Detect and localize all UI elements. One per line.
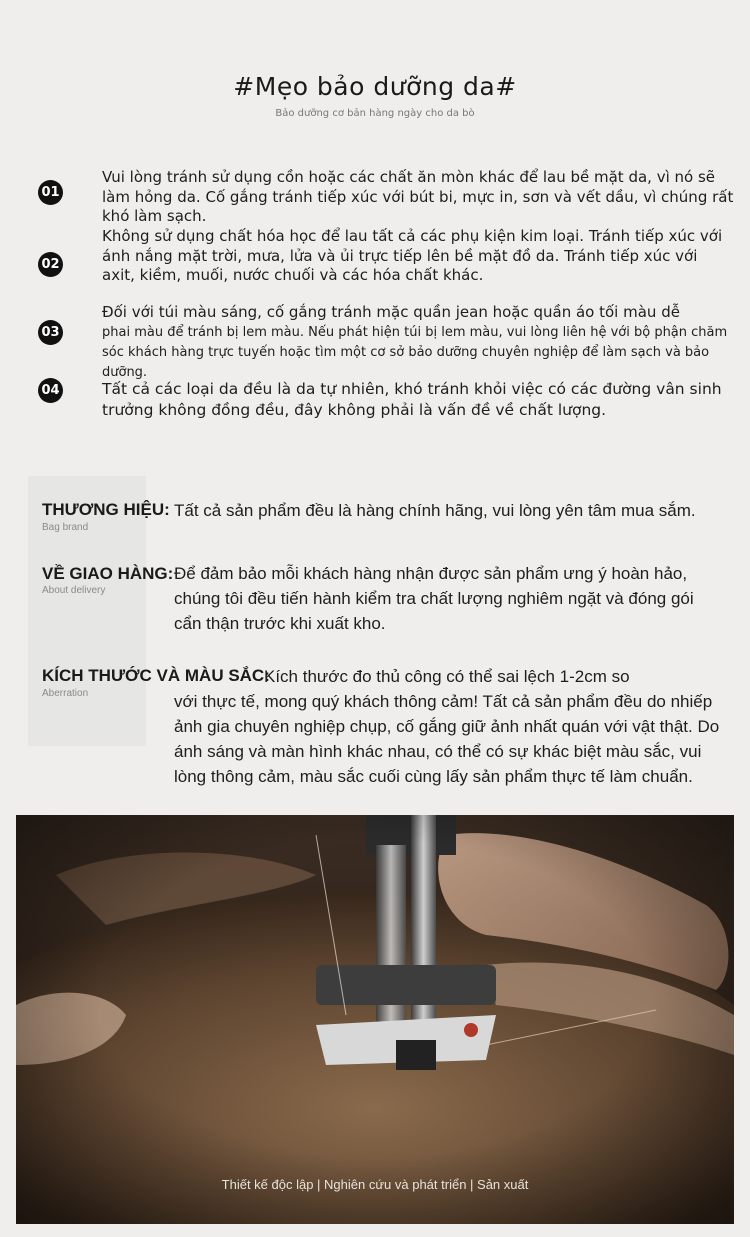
sewing-photo-illustration — [16, 815, 734, 1224]
delivery-label: VỀ GIAO HÀNG: — [42, 564, 174, 583]
delivery-sublabel: About delivery — [42, 585, 106, 596]
size-color-text-first-line: Kích thước đo thủ công có thể sai lệch 1-2cm so — [264, 667, 630, 686]
tip-text-line: Đối với túi màu sáng, cố gắng tránh mặc quần jean hoặc quần áo tối màu dễ — [102, 303, 680, 321]
brand-text: Tất cả sản phẩm đều là hàng chính hãng, vui lòng yên tâm mua sắm. — [174, 501, 696, 520]
page-title: #Mẹo bảo dưỡng da# — [233, 72, 517, 101]
page-subtitle: Bảo dưỡng cơ bản hàng ngày cho da bò — [275, 108, 475, 119]
size-color-text: với thực tế, mong quý khách thông cảm! Tất cả sản phẩm đều do nhiếp ảnh gia chuyên nghiệp chụp, cố gắng giữ ảnh nhất quán với vật thật. Do ánh sáng và màn hình khác nhau, có thể có sự khác biệt màu sắc, vui lòng thông cảm, màu sắc cuối cùng lấy sản phẩm thực tế làm chuẩn. — [174, 692, 720, 786]
tip-text: Tất cả các loại da đều là da tự nhiên, khó tránh khỏi việc có các đường vân sinh trưởng không đồng đều, đây không phải là vấn đề về chất lượng. — [102, 380, 722, 419]
tip-text: Không sử dụng chất hóa học để lau tất cả các phụ kiện kim loại. Tránh tiếp xúc với ánh nắng mặt trời, mưa, lửa và ủi trực tiếp lên bề mặt đồ da. Tránh tiếp xúc với axit, kiềm, muối, nước chuối và các hóa chất khác. — [102, 227, 723, 284]
size-color-label: KÍCH THƯỚC VÀ MÀU SẮC: — [42, 666, 270, 685]
photo-caption: Thiết kế độc lập | Nghiên cứu và phát triển | Sản xuất — [221, 1177, 529, 1192]
brand-sublabel: Bag brand — [42, 522, 89, 533]
tip-text: Vui lòng tránh sử dụng cồn hoặc các chất ăn mòn khác để lau bề mặt da, vì nó sẽ làm hỏng da. Cố gắng tránh tiếp xúc với bút bi, mực in, sơn và vết dầu, vì chúng rất khó làm sạch. — [102, 168, 734, 225]
size-color-sublabel: Aberration — [42, 688, 89, 699]
tip-text — [102, 303, 734, 383]
tip-number-badge: 03 — [38, 320, 63, 345]
brand-label: THƯƠNG HIỆU: — [42, 500, 170, 519]
tip-number-badge: 02 — [38, 252, 63, 277]
sewing-machine-photo — [16, 815, 734, 1224]
tip-number-badge: 04 — [38, 378, 63, 403]
delivery-text: Để đảm bảo mỗi khách hàng nhận được sản phẩm ưng ý hoàn hảo, chúng tôi đều tiến hành kiểm tra chất lượng nghiêm ngặt và đóng gói cẩn thận trước khi xuất kho. — [174, 564, 694, 633]
tip-text-rest: phai màu để tránh bị lem màu. Nếu phát hiện túi bị lem màu, vui lòng liên hệ với bộ phận chăm sóc khách hàng trực tuyến hoặc tìm một cơ sở bảo dưỡng chuyên nghiệp để làm sạch và bảo dưỡng. — [102, 324, 728, 380]
tip-number-badge: 01 — [38, 180, 63, 205]
